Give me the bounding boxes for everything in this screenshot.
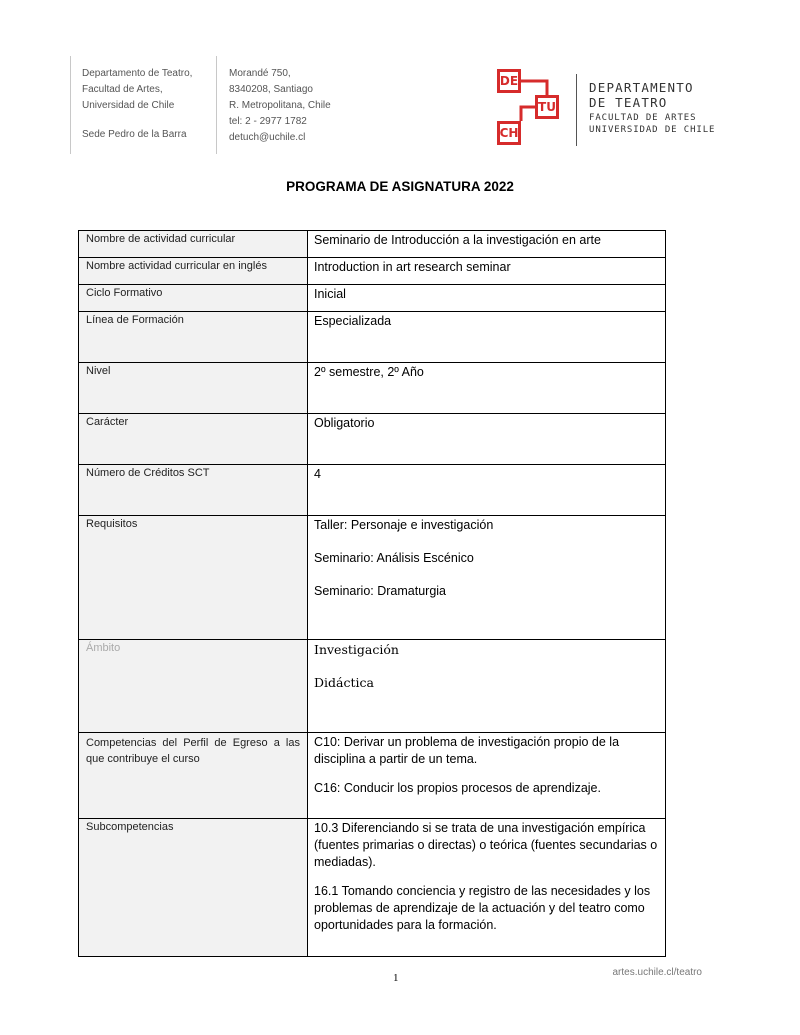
header-divider-middle (216, 56, 217, 154)
email-line: detuch@uchile.cl (229, 132, 306, 143)
table-row (79, 733, 666, 819)
value-text: Seminario de Introducción a la investigación en arte (314, 233, 601, 247)
row-value (308, 363, 666, 414)
table-row (79, 231, 666, 258)
value-text: Investigación (314, 642, 399, 657)
value-text: Didáctica (314, 675, 374, 690)
logo-cell-tu: TU (535, 95, 559, 119)
header-divider-left (70, 56, 71, 154)
table-row (79, 414, 666, 465)
row-label: Ciclo Formativo (79, 285, 308, 312)
address-line: Morandé 750, (229, 68, 291, 79)
address-block (229, 66, 331, 146)
row-label: Nivel (79, 363, 308, 414)
row-label: Número de Créditos SCT (79, 465, 308, 516)
row-value (308, 733, 666, 819)
value-text: Obligatorio (314, 416, 375, 430)
row-label: Subcompetencias (79, 819, 308, 957)
value-text: C16: Conducir los propios procesos de aprendizaje. (314, 781, 601, 795)
phone-line: tel: 2 - 2977 1782 (229, 116, 307, 127)
address-line: 8340208, Santiago (229, 84, 313, 95)
table-row (79, 819, 666, 957)
department-line: Departamento de Teatro, (82, 68, 193, 79)
page-number: 1 (393, 972, 399, 984)
row-label: Línea de Formación (79, 312, 308, 363)
value-text: 2º semestre, 2º Año (314, 365, 424, 379)
table-row (79, 312, 666, 363)
row-value (308, 312, 666, 363)
logo-connector-lines (497, 69, 569, 145)
row-value (308, 465, 666, 516)
value-text: Introduction in art research seminar (314, 260, 511, 274)
logo-divider (576, 74, 577, 146)
logo-wordmark (589, 80, 715, 136)
value-text: Inicial (314, 287, 346, 301)
row-value (308, 516, 666, 640)
address-line: R. Metropolitana, Chile (229, 100, 331, 111)
row-label: Nombre actividad curricular en inglés (79, 258, 308, 285)
row-value (308, 640, 666, 733)
logo-title-line: DE TEATRO (589, 95, 668, 110)
row-label: Requisitos (79, 516, 308, 640)
row-label: Nombre de actividad curricular (79, 231, 308, 258)
value-text: Especializada (314, 314, 392, 328)
value-text: 10.3 Diferenciando si se trata de una investigación empírica (fuentes primarias o directas) o teórica (fuentes secundarias o mediadas). (314, 821, 658, 869)
department-line: Facultad de Artes, (82, 84, 163, 95)
table-row (79, 640, 666, 733)
course-program-table (78, 230, 666, 957)
footer-url: artes.uchile.cl/teatro (612, 967, 702, 978)
page-title: PROGRAMA DE ASIGNATURA 2022 (286, 179, 514, 194)
logo-cell-de: DE (497, 69, 521, 93)
department-line: Universidad de Chile (82, 100, 175, 111)
department-block (82, 66, 192, 143)
sede-line: Sede Pedro de la Barra (82, 129, 187, 140)
table-row (79, 285, 666, 312)
logo-subtitle-line: FACULTAD DE ARTES (589, 113, 697, 123)
row-value (308, 285, 666, 312)
logo-title-line: DEPARTAMENTO (589, 80, 694, 95)
value-text: Seminario: Dramaturgia (314, 584, 446, 598)
table-row (79, 363, 666, 414)
row-label: Competencias del Perfil de Egreso a las que contribuye el curso (79, 733, 308, 819)
logo-cell-ch: CH (497, 121, 521, 145)
table-row (79, 516, 666, 640)
table-row (79, 465, 666, 516)
value-text: 4 (314, 467, 321, 481)
value-text: Seminario: Análisis Escénico (314, 551, 474, 565)
row-label: Carácter (79, 414, 308, 465)
row-label: Ámbito (79, 640, 308, 733)
row-value (308, 819, 666, 957)
value-text: 16.1 Tomando conciencia y registro de las necesidades y los problemas de aprendizaje de la actuación y del teatro como oportunidades para la formación. (314, 884, 651, 932)
value-text: C10: Derivar un problema de investigación propio de la disciplina a partir de un tema. (314, 735, 620, 766)
row-value (308, 231, 666, 258)
logo-subtitle-line: UNIVERSIDAD DE CHILE (589, 125, 716, 135)
detuch-logo (497, 69, 569, 145)
row-value (308, 414, 666, 465)
row-value (308, 258, 666, 285)
table-row (79, 258, 666, 285)
value-text: Taller: Personaje e investigación (314, 518, 494, 532)
